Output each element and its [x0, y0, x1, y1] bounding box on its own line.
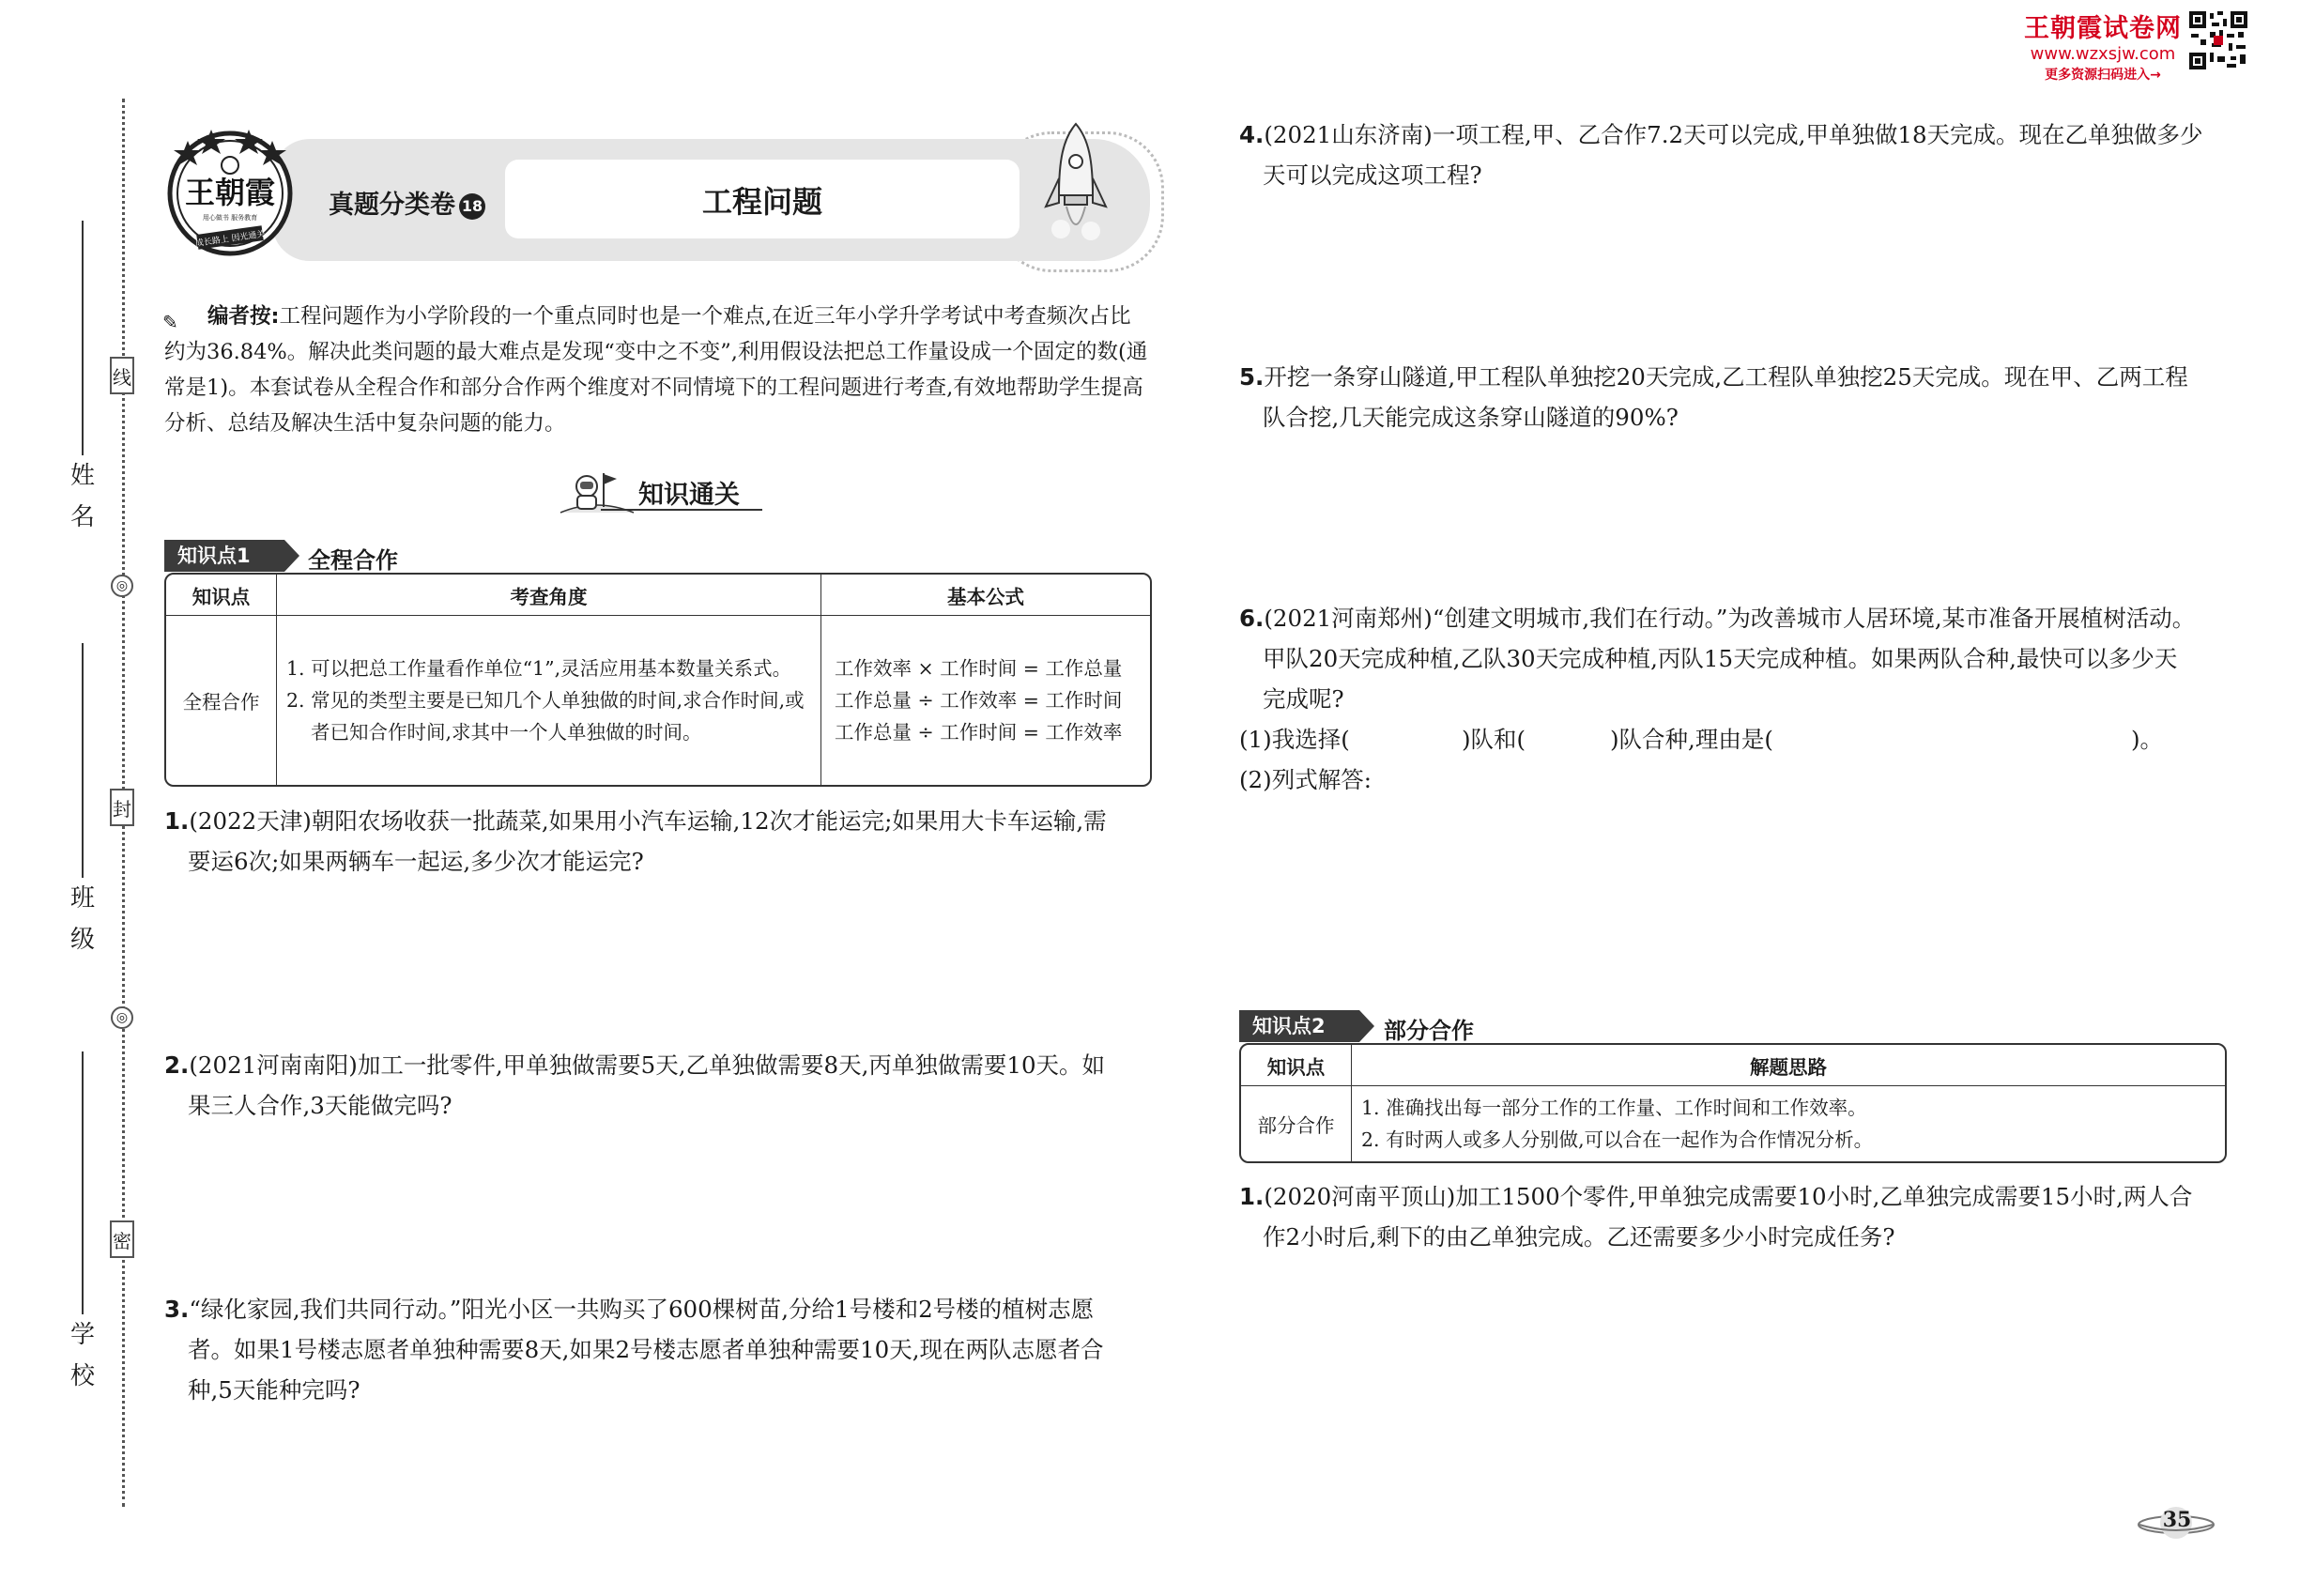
question-number: 1. — [1239, 1183, 1265, 1210]
page-number: 35 — [2162, 1508, 2192, 1532]
question-text: 种,5天能种完吗? — [188, 1376, 360, 1404]
q6-part-1-b: )队和( — [1462, 726, 1526, 753]
section-title: 知识通关 — [638, 481, 740, 510]
question-number: 5. — [1239, 363, 1265, 391]
class-label-1: 班 — [69, 884, 95, 913]
kp2-table — [1239, 1043, 2227, 1163]
name-field — [64, 221, 101, 538]
kp2-idea-1: 1. 准确找出每一部分工作的工作量、工作时间和工作效率。 — [1361, 1097, 1867, 1119]
kp1-header-point: 知识点 — [166, 575, 277, 616]
kp1-row-label: 全程合作 — [166, 616, 277, 785]
question-number: 2. — [164, 1051, 190, 1079]
seal-mark-secret: 密 — [110, 1220, 134, 1258]
question-text: 队合挖,几天能完成这条穿山隧道的90%? — [1263, 404, 1679, 431]
brand-name: 王朝霞试卷网 — [2024, 14, 2182, 43]
question-number: 6. — [1239, 605, 1265, 632]
question-text: 作2小时后,剩下的由乙单独完成。乙还需要多少小时完成任务? — [1263, 1223, 1895, 1251]
question-5 — [1239, 357, 2234, 437]
editor-note — [164, 299, 1150, 441]
question-text: 果三人合作,3天能做完吗? — [188, 1092, 452, 1119]
kp1-tag: 知识点1 — [164, 540, 284, 572]
question-text: (2022天津)朝阳农场收获一批蔬菜,如果用小汽车运输,12次才能运完;如果用大卡车运输,需 — [189, 807, 1107, 835]
name-blank-line — [82, 221, 84, 455]
q6-part-1 — [1239, 719, 2234, 760]
series-number: 18 — [459, 193, 485, 220]
q6-part-1-c: )队合种,理由是( — [1610, 726, 1773, 753]
question-text: 天可以完成这项工程? — [1263, 161, 1482, 189]
kp2-tag: 知识点2 — [1239, 1010, 1359, 1042]
question-2 — [164, 1045, 1155, 1126]
brand-block — [2024, 8, 2182, 84]
question-text: 开挖一条穿山隧道,甲工程队单独挖20天完成,乙工程队单独挖25天完成。现在甲、乙两工程 — [1264, 363, 2188, 391]
logo-motto: 用心做书 服务教育 — [202, 214, 258, 222]
brand-url[interactable]: www.wzxsjw.com — [2030, 44, 2176, 64]
school-blank-line — [82, 1051, 84, 1314]
kp2-title: 部分合作 — [1384, 1018, 1474, 1044]
question-text: (2021山东济南)一项工程,甲、乙合作7.2天可以完成,甲单独做18天完成。现在乙单独做多少 — [1264, 121, 2203, 148]
editor-note-label: 编者按: — [207, 304, 280, 329]
kp1-formula-3: 工作总量 ÷ 工作时间 = 工作效率 — [835, 721, 1123, 744]
kp1-table — [164, 573, 1152, 787]
q6-part-2: (2)列式解答: — [1239, 766, 1372, 793]
question-3 — [164, 1289, 1155, 1410]
kp1-angle-2: 2. 常见的类型主要是已知几个人单独做的时间,求合作时间,或者已知合作时间,求其中一个人单独做的时间。 — [286, 689, 805, 744]
kp2-row-label: 部分合作 — [1241, 1086, 1352, 1161]
question-6 — [1239, 598, 2234, 800]
kp1-header-formula: 基本公式 — [821, 575, 1150, 616]
kp2-header-ideas: 解题思路 — [1352, 1045, 2225, 1086]
question-text: (2020河南平顶山)加工1500个零件,甲单独完成需要10小时,乙单独完成需要15小时,两人合 — [1264, 1183, 2193, 1210]
kp1-angles — [277, 616, 821, 785]
kp2-header-point: 知识点 — [1241, 1045, 1352, 1086]
question-number: 3. — [164, 1296, 190, 1323]
question-number: 1. — [164, 807, 190, 835]
kp1-formula-2: 工作总量 ÷ 工作效率 = 工作时间 — [835, 689, 1123, 712]
logo-name: 王朝霞 — [184, 175, 276, 210]
pencil-icon: ✎ — [162, 311, 178, 333]
kp2-ideas — [1352, 1086, 2225, 1161]
question-text: 完成呢? — [1263, 685, 1344, 713]
class-label-2: 级 — [69, 926, 95, 954]
seal-mark-line: 线 — [110, 357, 134, 394]
q6-part-1-d: )。 — [2131, 726, 2164, 753]
kp1-formula-1: 工作效率 × 工作时间 = 工作总量 — [835, 657, 1123, 680]
page-title: 工程问题 — [701, 184, 822, 220]
school-label-2: 校 — [69, 1362, 95, 1390]
rocket-icon — [1042, 120, 1110, 252]
name-label-2: 名 — [69, 503, 95, 531]
class-field — [64, 643, 101, 960]
kp1-header-angle: 考查角度 — [277, 575, 821, 616]
section-underline — [601, 509, 762, 511]
school-field — [64, 1051, 101, 1397]
brand-tagline: 更多资源扫码进入→ — [2045, 68, 2161, 83]
question-number: 4. — [1239, 121, 1265, 148]
series-label-text: 真题分类卷 — [329, 191, 455, 220]
qr-code-icon[interactable] — [2187, 9, 2249, 71]
question-text: (2021河南郑州)“创建文明城市,我们在行动。”为改善城市人居环境,某市准备开展植树活动。 — [1264, 605, 2196, 632]
name-label-1: 姓 — [69, 462, 95, 490]
question-1 — [164, 801, 1155, 882]
logo-ribbon: 成长路上 因光通关 — [194, 229, 267, 250]
series-label — [329, 184, 485, 221]
kp1-angle-1: 1. 可以把总工作量看作单位“1”,灵活应用基本数量关系式。 — [286, 657, 792, 680]
class-blank-line — [82, 643, 84, 878]
school-label-1: 学 — [69, 1321, 95, 1349]
editor-note-text: 工程问题作为小学阶段的一个重点同时也是一个难点,在近三年小学升学考试中考查频次占比约为36.84%。解决此类问题的最大难点是发现“变中之不变”,利用假设法把总工作量设成一个固定的数(通常是1)。本套试卷从全程合作和部分合作两个维度对不同情境下的工程问题进行考查,有效地帮助学生提高分析、总结及解决生活中复杂问题的能力。 — [164, 304, 1148, 436]
question-text: (2021河南南阳)加工一批零件,甲单独做需要5天,乙单独做需要8天,丙单独做需要10天。如 — [189, 1051, 1106, 1079]
question-text: “绿化家园,我们共同行动。”阳光小区一共购买了600棵树苗,分给1号楼和2号楼的植树志愿 — [189, 1296, 1095, 1323]
kp2-question-1 — [1239, 1176, 2234, 1257]
q6-part-1-a: (1)我选择( — [1239, 726, 1350, 753]
kp2-idea-2: 2. 有时两人或多人分别做,可以合在一起作为合作情况分析。 — [1361, 1128, 1874, 1151]
binding-hole-icon: ◎ — [111, 575, 133, 597]
question-text: 要运6次;如果两辆车一起运,多少次才能运完? — [188, 848, 644, 875]
question-4 — [1239, 115, 2234, 195]
question-text: 者。如果1号楼志愿者单独种需要8天,如果2号楼志愿者单独种需要10天,现在两队志愿者合 — [188, 1336, 1104, 1363]
question-text: 甲队20天完成种植,乙队30天完成种植,丙队15天完成种植。如果两队合种,最快可以多少天 — [1263, 645, 2178, 672]
binding-hole-icon: ◎ — [111, 1006, 133, 1029]
seal-mark-seal: 封 — [110, 789, 134, 826]
kp1-title: 全程合作 — [308, 547, 398, 574]
publisher-logo — [160, 120, 300, 261]
kp1-formulas — [821, 616, 1150, 785]
